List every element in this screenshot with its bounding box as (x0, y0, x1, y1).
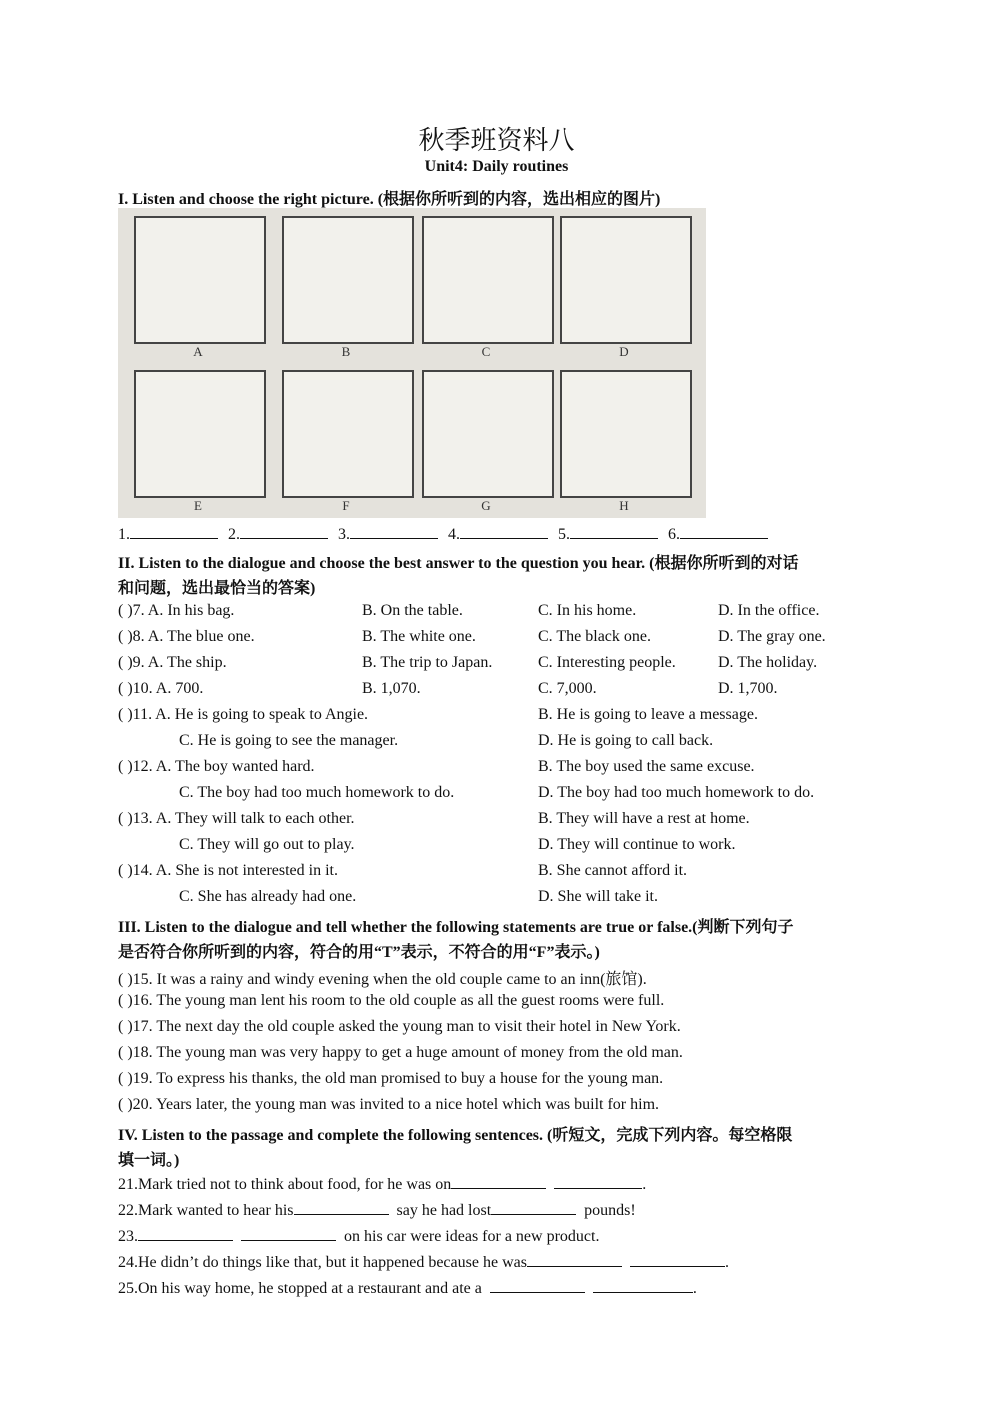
section3-heading-cont: 是否符合你所听到的内容，符合的用“T”表示，不符合的用“F”表示。) (118, 944, 600, 961)
option-c: C. They will go out to play. (179, 836, 355, 853)
statement-item: ( )15. It was a rainy and windy evening when the old couple came to an inn(旅馆). (118, 971, 647, 988)
sentence-text: say he had lost (396, 1202, 492, 1219)
blank[interactable] (241, 1226, 336, 1241)
answer-number: 5. (558, 526, 570, 543)
sentence-text: 23. (118, 1228, 138, 1245)
sentence-23 (118, 1226, 599, 1246)
option-c: C. She has already had one. (179, 888, 357, 905)
option-a: ( )12. A. The boy wanted hard. (118, 758, 315, 775)
answer-number: 1. (118, 526, 130, 543)
blank[interactable] (570, 524, 658, 539)
picture-label: C (481, 344, 491, 359)
option-d: D. The gray one. (718, 628, 826, 645)
picture-frame (282, 370, 414, 498)
section3-heading: III. Listen to the dialogue and tell whether the following statements are true or false.(判断下列句子 (118, 919, 794, 936)
option-b: B. 1,070. (362, 680, 421, 697)
answer-slot (338, 526, 438, 543)
blank[interactable] (630, 1252, 725, 1267)
picture-frame (560, 370, 692, 498)
picture-frame (134, 216, 266, 344)
option-c: C. The boy had too much homework to do. (179, 784, 455, 801)
blank[interactable] (527, 1252, 622, 1267)
option-n: ( )7. A. In his bag. (118, 602, 235, 619)
section4-heading-cont: 填一词。) (118, 1152, 180, 1169)
picture-label: E (194, 498, 202, 513)
option-c: C. In his home. (538, 602, 637, 619)
option-c: C. The black one. (538, 628, 652, 645)
answer-number: 3. (338, 526, 350, 543)
section1-heading: I. Listen and choose the right picture. (根据你所听到的内容，选出相应的图片) (118, 191, 661, 208)
period: . (642, 1176, 647, 1193)
picture-frame (560, 216, 692, 344)
option-c: C. 7,000. (538, 680, 597, 697)
pictures-image (118, 208, 706, 518)
sentence-text: 24.He didn’t do things like that, but it happened because he was (118, 1254, 527, 1271)
sentence-text: 25.On his way home, he stopped at a restaurant and ate a (118, 1280, 482, 1297)
option-b: B. The white one. (362, 628, 476, 645)
answer-slot (558, 526, 658, 543)
option-b: B. He is going to leave a message. (538, 706, 758, 723)
sentence-text: 22.Mark wanted to hear his (118, 1202, 294, 1219)
option-n: ( )8. A. The blue one. (118, 628, 255, 645)
option-b: B. She cannot afford it. (538, 862, 688, 879)
option-c: C. Interesting people. (538, 654, 676, 671)
answer-slot (668, 526, 768, 543)
sentence-text: on his car were ideas for a new product. (344, 1228, 600, 1245)
picture-label: B (341, 344, 351, 359)
picture-label: H (619, 498, 629, 513)
blank[interactable] (138, 1226, 233, 1241)
option-a: ( )11. A. He is going to speak to Angie. (118, 706, 369, 723)
section2-heading: II. Listen to the dialogue and choose the best answer to the question you hear. (根据你所听到的对话 (118, 555, 799, 572)
answer-slot (228, 526, 328, 543)
statement-item: ( )16. The young man lent his room to the old couple as all the guest rooms were full. (118, 992, 665, 1009)
option-b: B. The trip to Japan. (362, 654, 493, 671)
blank[interactable] (680, 524, 768, 539)
section1-answers (118, 524, 778, 544)
option-n: ( )10. A. 700. (118, 680, 204, 697)
sentence-text: 21.Mark tried not to think about food, for he was on (118, 1176, 452, 1193)
answer-number: 2. (228, 526, 240, 543)
section4-heading: IV. Listen to the passage and complete the following sentences. (听短文，完成下列内容。每空格限 (118, 1127, 793, 1144)
period: . (692, 1280, 697, 1297)
blank[interactable] (460, 524, 548, 539)
option-b: B. On the table. (362, 602, 463, 619)
option-d: D. The holiday. (718, 654, 818, 671)
statement-item: ( )18. The young man was very happy to get a huge amount of money from the old man. (118, 1044, 683, 1061)
blank[interactable] (593, 1278, 693, 1293)
blank[interactable] (240, 524, 328, 539)
section2-heading-cont: 和问题，选出最恰当的答案) (118, 580, 316, 597)
option-a: ( )14. A. She is not interested in it. (118, 862, 338, 879)
answer-slot (448, 526, 548, 543)
answer-number: 4. (448, 526, 460, 543)
option-d: D. In the office. (718, 602, 820, 619)
picture-label: G (481, 498, 491, 513)
picture-frame (282, 216, 414, 344)
sentence-22 (118, 1200, 636, 1220)
period: . (724, 1254, 729, 1271)
blank[interactable] (130, 524, 218, 539)
sentence-24 (118, 1252, 729, 1272)
blank[interactable] (554, 1174, 642, 1189)
blank[interactable] (491, 1200, 576, 1215)
option-b: B. The boy used the same excuse. (538, 758, 755, 775)
sentence-25 (118, 1278, 697, 1298)
statement-item: ( )20. Years later, the young man was invited to a nice hotel which was built for him. (118, 1096, 660, 1113)
statement-item: ( )17. The next day the old couple asked the young man to visit their hotel in New York. (118, 1018, 681, 1035)
blank[interactable] (490, 1278, 585, 1293)
option-c: C. He is going to see the manager. (179, 732, 399, 749)
picture-frame (422, 216, 554, 344)
option-d: D. He is going to call back. (538, 732, 714, 749)
blank[interactable] (350, 524, 438, 539)
unit-subtitle: Unit4: Daily routines (424, 158, 569, 175)
picture-label: D (619, 344, 629, 359)
blank[interactable] (294, 1200, 389, 1215)
page-title: 秋季班资料八 (418, 126, 575, 155)
option-d: D. They will continue to work. (538, 836, 736, 853)
picture-label: F (342, 498, 350, 513)
sentence-21 (118, 1174, 646, 1194)
picture-frame (134, 370, 266, 498)
option-n: ( )9. A. The ship. (118, 654, 227, 671)
sentence-text: pounds! (584, 1202, 636, 1219)
option-d: D. 1,700. (718, 680, 778, 697)
statement-item: ( )19. To express his thanks, the old man promised to buy a house for the young man. (118, 1070, 664, 1087)
blank[interactable] (451, 1174, 546, 1189)
picture-frame (422, 370, 554, 498)
option-a: ( )13. A. They will talk to each other. (118, 810, 355, 827)
picture-label: A (193, 344, 203, 359)
option-b: B. They will have a rest at home. (538, 810, 750, 827)
answer-number: 6. (668, 526, 680, 543)
option-d: D. She will take it. (538, 888, 658, 905)
answer-slot (118, 526, 218, 543)
option-d: D. The boy had too much homework to do. (538, 784, 815, 801)
